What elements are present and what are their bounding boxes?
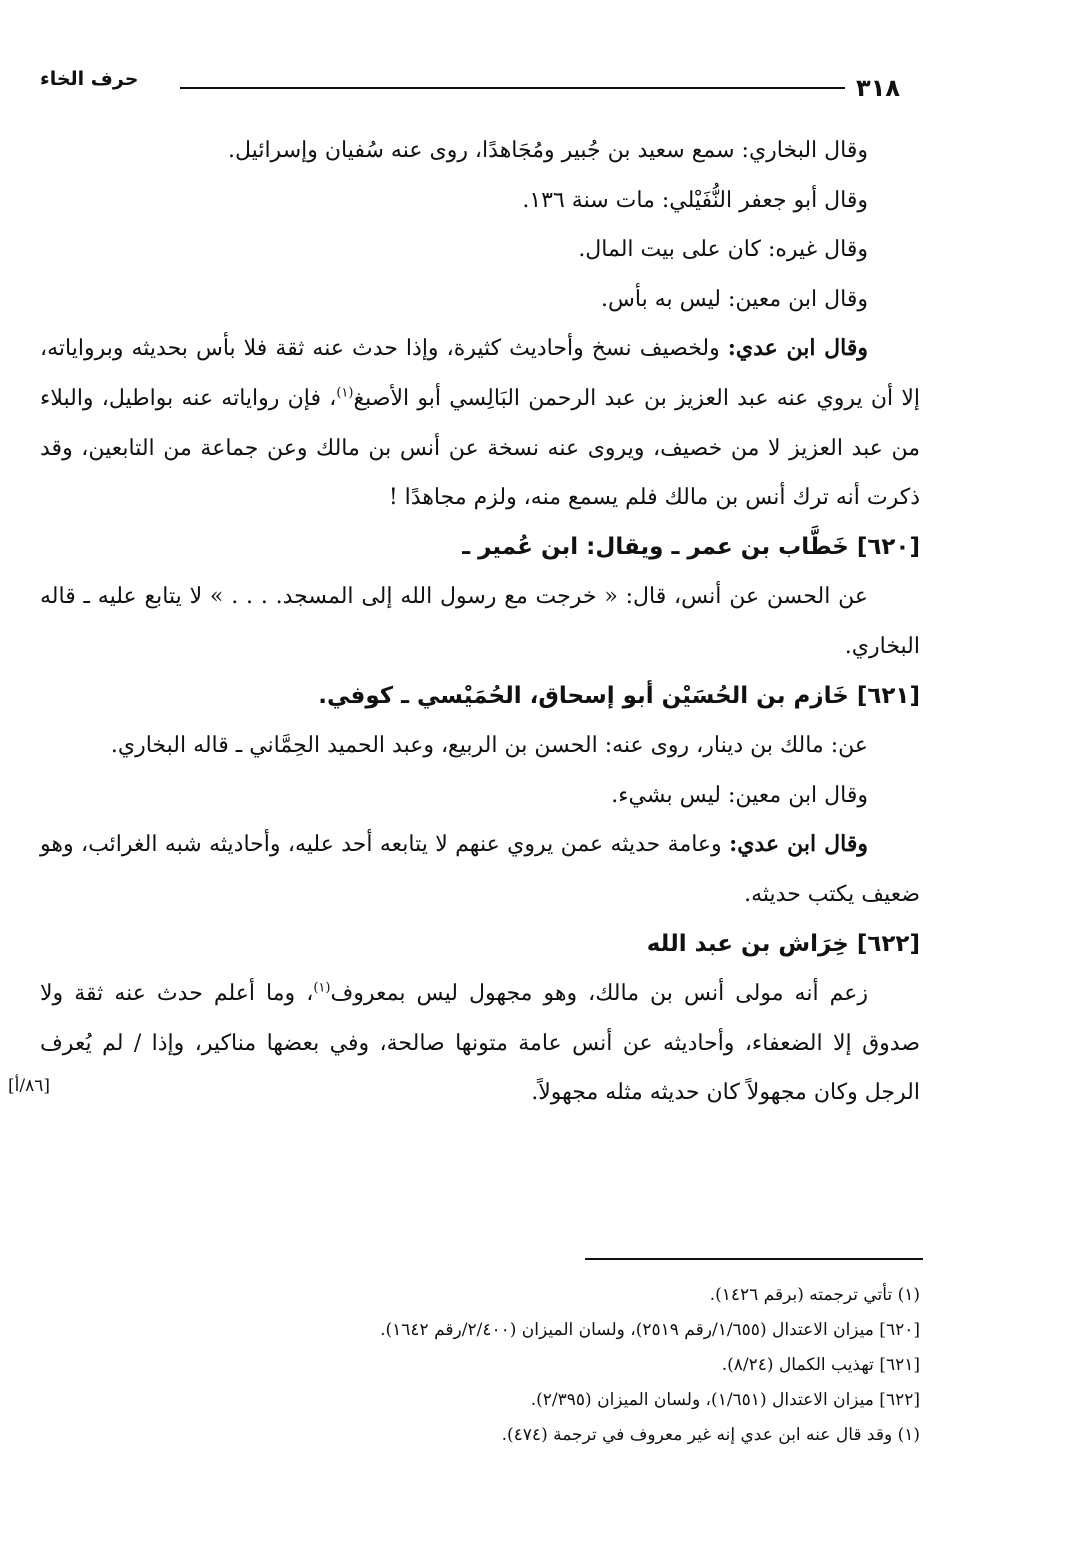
footnote-marker: (١) xyxy=(313,980,331,996)
running-title: حرف الخاء xyxy=(40,68,139,90)
paragraph-text: ولخصيف نسخ وأحاديث كثيرة، وإذا حدث عنه ثقة فلا بأس بحديثه وبرواياته، إلا أن يروي عنه عبد العزيز بن عبد الرحمن البَالِسي أبو الأصبغ xyxy=(40,336,920,411)
entry-heading-622: [٦٢٢] خِرَاش بن عبد الله xyxy=(646,930,920,957)
paragraph-text: ، وما أعلم حدث عنه ثقة ولا صدوق إلا الضعفاء، وأحاديثه عن أنس عامة متونها صالحة، وفي بعضها مناكير، وإذا / لم يُعرف الرجل وكان مجهولاً كان حديثه مثله مجهولاً. xyxy=(40,981,920,1106)
footnote: [٦٢٠] ميزان الاعتدال (١/٦٥٥/رقم ٢٥١٩)، ولسان الميزان (٢/٤٠٠/رقم ١٦٤٢). xyxy=(380,1320,920,1340)
paragraph-text: وعامة حديثه عمن يروي عنهم لا يتابعه أحد عليه، وأحاديثه شبه الغرائب، وهو ضعيف يكتب حديثه. xyxy=(40,832,920,907)
paragraph-text: ، فإن رواياته عنه بواطيل، والبلاء من عبد العزيز لا من خصيف، ويروى عنه نسخة عن أنس بن مالك وعن جماعة من التابعين، وقد ذكرت أنه ترك أنس بن مالك فلم يسمع منه، ولزم مجاهدًا ! xyxy=(40,385,920,511)
text-line: وقال البخاري: سمع سعيد بن جُبير ومُجَاهدًا، روى عنه سُفيان وإسرائيل. xyxy=(228,138,868,163)
text-line: وقال ابن معين: ليس به بأس. xyxy=(601,286,868,312)
paragraph-ibn-adi xyxy=(40,324,920,522)
entry-heading-620: [٦٢٠] خَطَّاب بن عمر ـ ويقال: ابن عُمير ـ xyxy=(462,533,920,560)
text-line: وقال ابن معين: ليس بشيء. xyxy=(611,782,868,808)
footnote: (١) وقد قال عنه ابن عدي إنه غير معروف في ترجمة (٤٧٤). xyxy=(501,1425,920,1445)
margin-folio-reference: [٨٦/أ] xyxy=(8,1076,50,1097)
entry-heading-621: [٦٢١] خَازم بن الحُسَيْن أبو إسحاق، الحُمَيْسي ـ كوفي. xyxy=(318,682,920,709)
header-rule xyxy=(180,87,845,89)
paragraph-text: زعم أنه مولى أنس بن مالك، وهو مجهول ليس بمعروف xyxy=(330,981,868,1007)
page-number: ٣١٨ xyxy=(856,74,900,102)
footnote: (١) تأتي ترجمته (برقم ١٤٢٦). xyxy=(709,1285,920,1305)
page-header xyxy=(40,68,900,108)
footnotes xyxy=(200,1278,920,1453)
text-line: وقال غيره: كان على بيت المال. xyxy=(578,237,868,263)
entry-text-620: عن الحسن عن أنس، قال: « خرجت مع رسول الله إلى المسجد. . . . » لا يتابع عليه ـ قاله البخاري. xyxy=(40,584,920,659)
entry-text-622 xyxy=(8,969,920,1118)
footnote-rule xyxy=(585,1258,923,1260)
footnote: [٦٢١] تهذيب الكمال (٨/٢٤). xyxy=(721,1355,920,1375)
entry-text-621: عن: مالك بن دينار، روى عنه: الحسن بن الربيع، وعبد الحميد الحِمَّاني ـ قاله البخاري. xyxy=(110,733,868,759)
speaker-label: وقال ابن عدي: xyxy=(729,831,869,858)
footnote-marker: (١) xyxy=(336,385,354,401)
footnote: [٦٢٢] ميزان الاعتدال (١/٦٥١)، ولسان الميزان (٢/٣٩٥). xyxy=(530,1390,920,1410)
paragraph-ibn-adi xyxy=(40,820,920,919)
main-text xyxy=(8,126,920,1118)
text-line: وقال أبو جعفر النُّفَيْلي: مات سنة ١٣٦. xyxy=(522,187,868,213)
speaker-label: وقال ابن عدي: xyxy=(727,335,868,362)
